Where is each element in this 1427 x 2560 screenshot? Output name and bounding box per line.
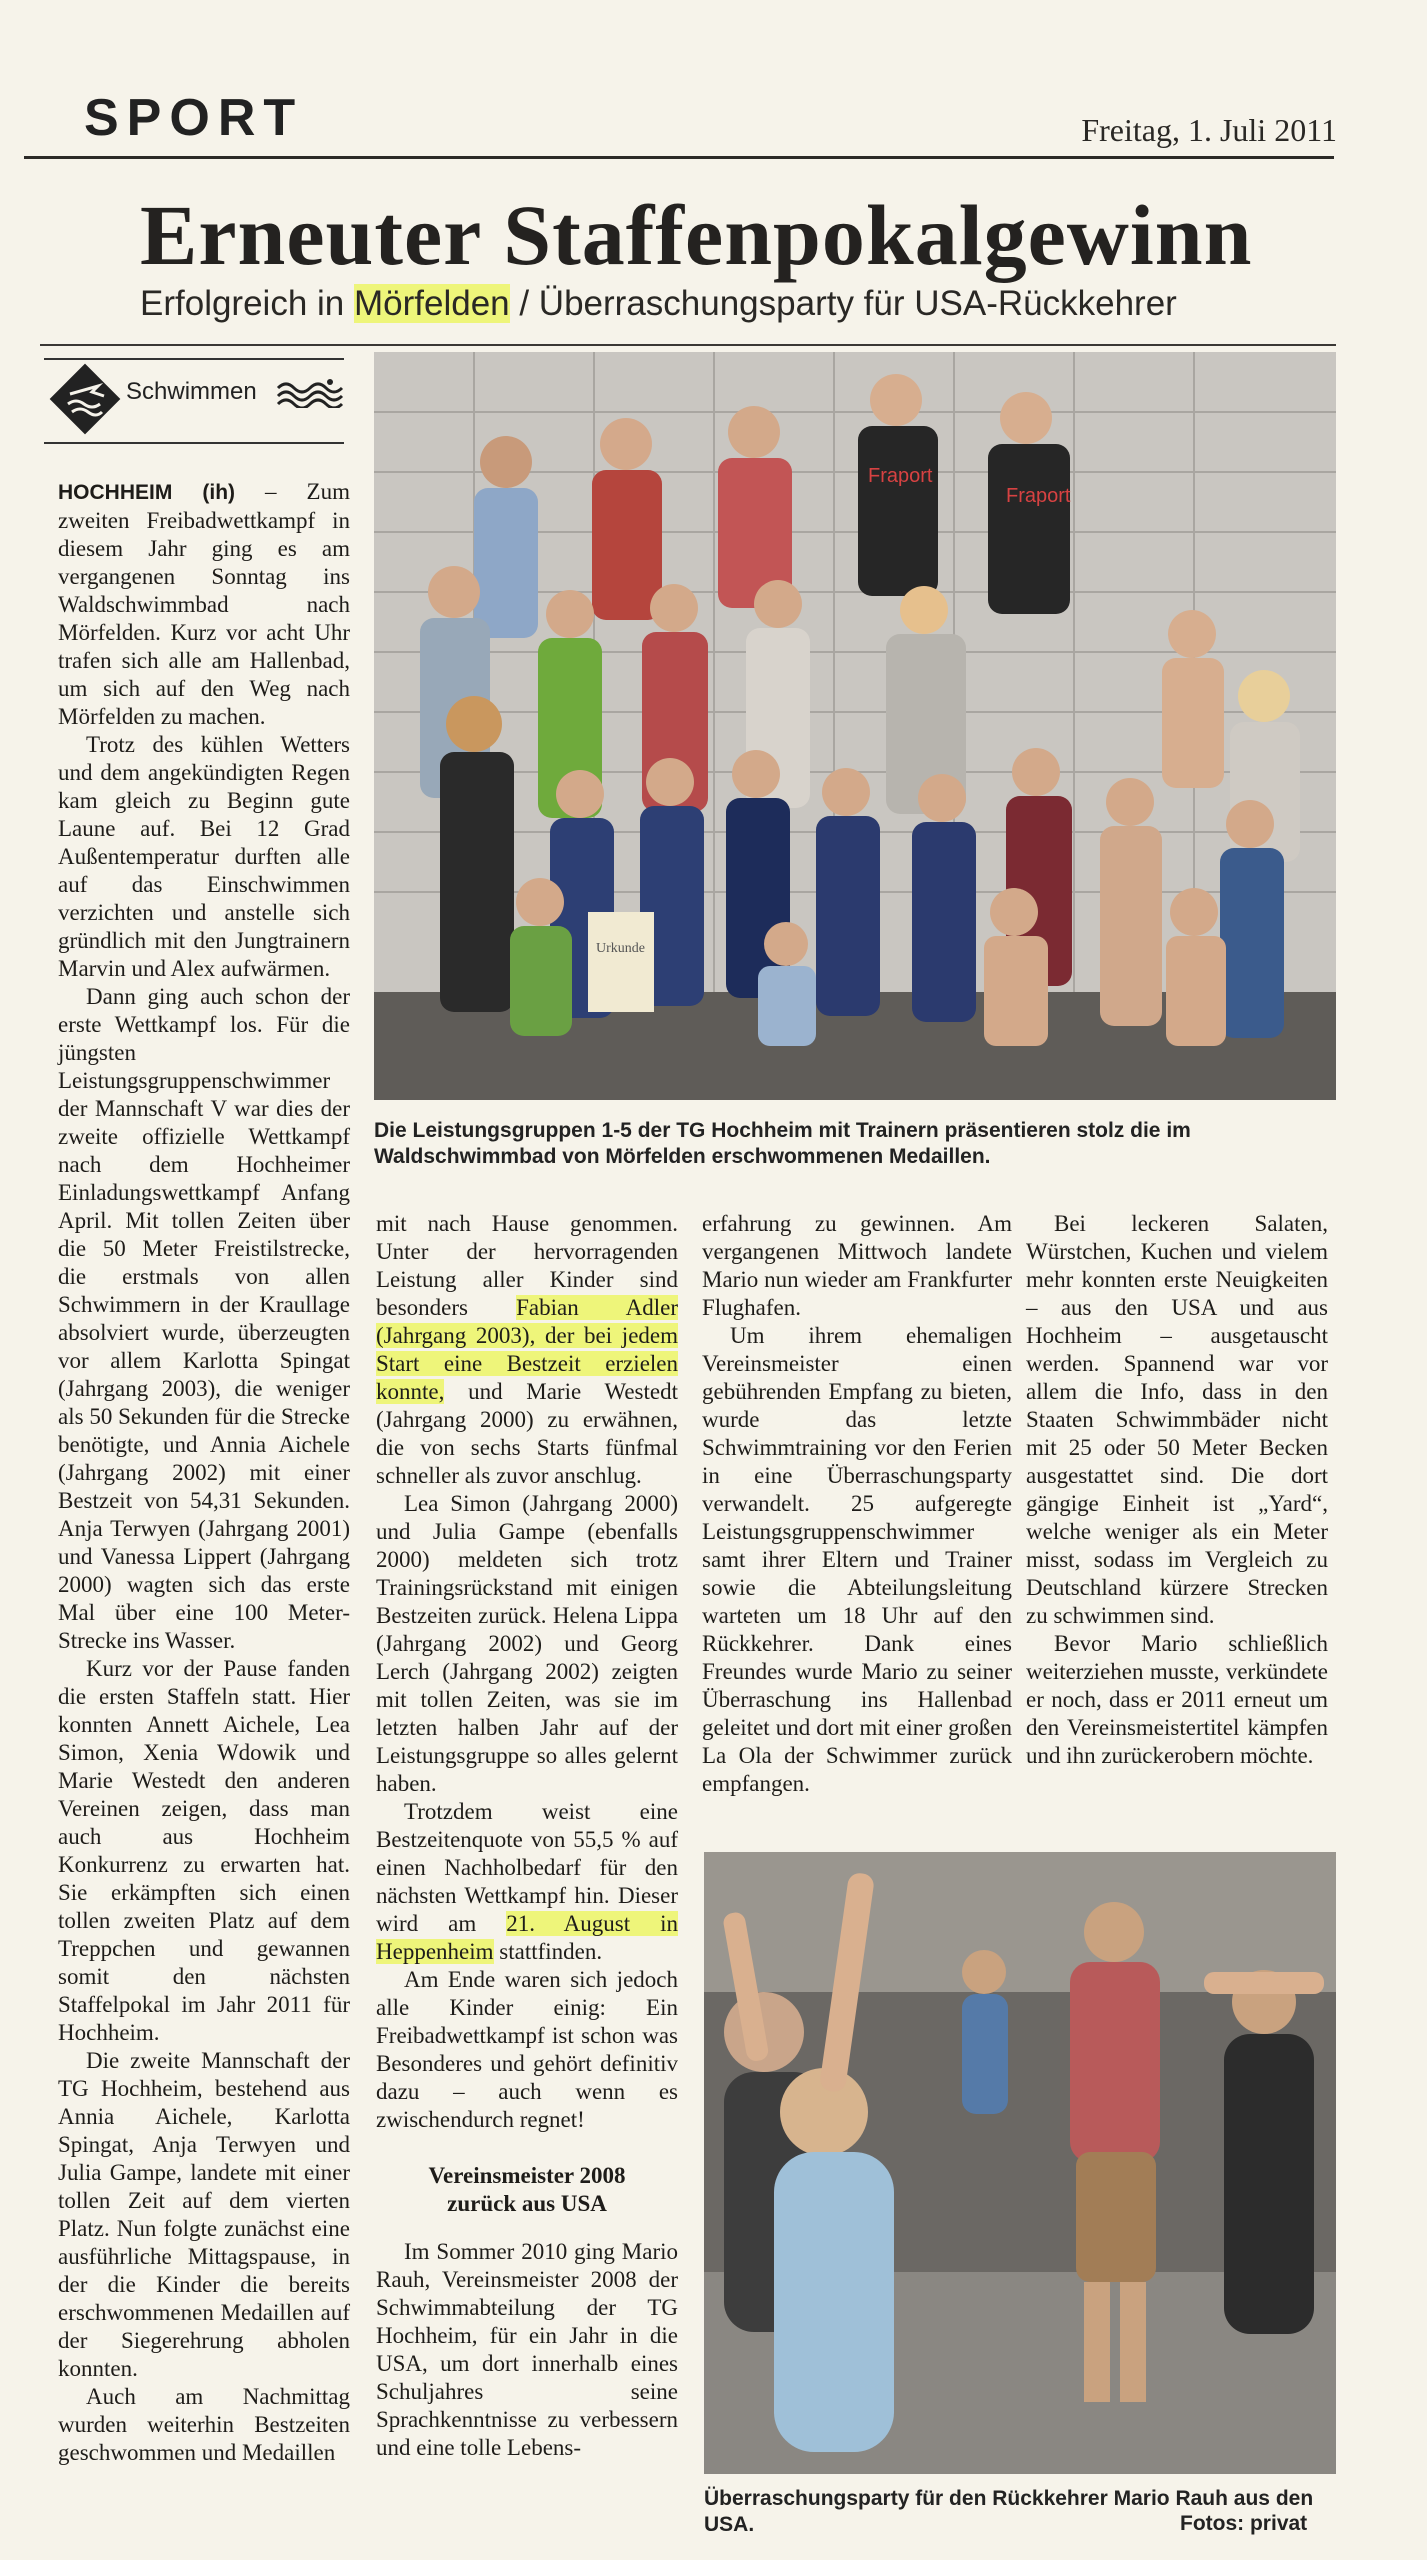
paragraph: Die zweite Mannschaft der TG Hochheim, bestehend aus Annia Aichele, Karlotta Spingat, Anja Terwyen und Julia Gampe, landete mit einer tollen Zeit auf dem vierten Platz. Nun folgte zunächst eine ausführliche Mittagspause, in der die Kinder die bereits erschwommenen Medaillen auf der Siegerehrung abholen konnten. bbox=[58, 2048, 350, 2381]
paragraph: Auch am Nachmittag wurden weiterhin Bestzeiten geschwommen und Medaillen bbox=[58, 2384, 350, 2465]
subsection-heading bbox=[376, 2162, 678, 2218]
text: und Marie Westedt (Jahrgang 2000) zu erwähnen, die von sechs Starts fünfmal schneller als zuvor anschlug. bbox=[376, 1379, 678, 1488]
swimming-club-logo-icon bbox=[48, 362, 122, 436]
paragraph: Im Sommer 2010 ging Mario Rauh, Vereinsmeister 2008 der Schwimmabteilung der TG Hochheim, für ein Jahr in die USA, um dort innerhalb eines Schuljahres seine Sprachkenntnisse zu verbessern und eine tolle Lebens- bbox=[376, 2239, 678, 2460]
subhead-part-2: / Überraschungsparty für USA-Rückkehrer bbox=[509, 284, 1177, 323]
section-title: SPORT bbox=[84, 89, 304, 147]
paragraph: Bei leckeren Salaten, Würstchen, Kuchen und vielem mehr konnten erste Neuigkeiten – aus den USA und aus Hochheim – ausgetauscht werden. Spannend war vor allem die Info, dass in den Staaten Schwimmbäder nicht mit 25 oder 50 Meter Becken ausgestattet sind. Die dort gängige Einheit ist „Yard“, welche weniger als ein Meter misst, sodass im Vergleich zu Deutschland kürzere Strecken zu schwimmen sind. bbox=[1026, 1211, 1328, 1628]
subhead-part-1: Erfolgreich in bbox=[140, 284, 354, 323]
paragraph: Kurz vor der Pause fanden die ersten Staffeln statt. Hier konnten Annett Aichele, Lea Simon, Xenia Wdowik und Marie Westedt den anderen Vereinen zeigen, dass man auch aus Hochheim Konkurrenz zu erwarten hat. Sie erkämpften sich einen tollen zweiten Platz auf dem Treppchen und gewannen somit den nächsten Staffelpokal im Jahr 2011 für Hochheim. bbox=[58, 1656, 350, 2045]
paragraph bbox=[376, 1210, 678, 1490]
highlighted-text: Fabian Adler (Jahrgang 2003), der bei jedem Start eine Bestzeit erzielen konnte, bbox=[376, 1295, 678, 1404]
paragraph: Lea Simon (Jahrgang 2000) und Julia Gampe (ebenfalls 2000) meldeten sich trotz Trainingsrückstand mit einigen Bestzeiten zurück. Helena Lippa (Jahrgang 2002) und Georg Lerch (Jahrgang 2002) zeigten mit tollen Zeiten, was sie im letzten halben Jahr auf der Leistungsgruppe so alles gelernt haben. bbox=[376, 1491, 678, 1796]
photo-credit: Fotos: privat bbox=[1180, 2512, 1308, 2535]
dateline: HOCHHEIM (ih) bbox=[58, 481, 236, 504]
party-photo bbox=[704, 1852, 1336, 2474]
text: Trotzdem weist eine Bestzeitenquote von 55,5 % auf einen Nachholbedarf für den nächsten Wettkampf hin. Dieser wird am bbox=[376, 1799, 678, 1936]
shirt-text: Fraport bbox=[868, 465, 933, 487]
subhead-highlight: Mörfelden bbox=[353, 284, 510, 323]
header-rule bbox=[24, 156, 1334, 159]
paragraph: Trotz des kühlen Wetters und dem angekündigten Regen kam gleich zu Beginn gute Laune auf. Bei 12 Grad Außentemperatur durften alle auf das Einschwimmen verzichten und anstelle sich gründlich mit den Jungtrainern Marvin und Alex aufwärmen. bbox=[58, 732, 350, 981]
article-column-2 bbox=[376, 1210, 678, 2462]
team-photo bbox=[374, 352, 1336, 1100]
text: mit nach Hause genommen. Unter der hervorragenden Leistung aller Kinder sind besonders bbox=[376, 1211, 678, 1320]
paragraph: Bevor Mario schließlich weiterziehen musste, verkündete er noch, dass er 2011 erneut um den Vereinsmeistertitel kämpfen und ihn zurückerobern möchte. bbox=[1026, 1631, 1328, 1768]
paragraph: Am Ende waren sich jedoch alle Kinder einig: Ein Freibadwettkampf ist schon was Besonderes und gehört definitiv dazu – auch wenn es zwischendurch regnet! bbox=[376, 1967, 678, 2132]
subsection-line-2: zurück aus USA bbox=[447, 2191, 607, 2216]
paragraph: Um ihrem ehemaligen Vereinsmeister einen gebührenden Empfang zu bieten, wurde das letzte Schwimmtraining vor den Ferien in eine Überraschungsparty verwandelt. 25 aufgeregte Leistungsgruppenschwimmer samt ihrer Eltern und Trainer sowie die Abteilungsleitung warteten um 18 Uhr auf den Rückkehrer. Dank eines Freundes wurde Mario zu seiner Überraschung ins Hallenbad geleitet und dort mit einer großen La Ola der Schwimmer zurück empfangen. bbox=[702, 1323, 1012, 1796]
subsection-line-1: Vereinsmeister 2008 bbox=[428, 2163, 626, 2188]
text: stattfinden. bbox=[493, 1939, 603, 1964]
highlighted-text: 21. August in Heppenheim bbox=[376, 1911, 678, 1964]
article-column-4 bbox=[1026, 1210, 1328, 1770]
subhead-rule bbox=[40, 344, 1336, 346]
issue-date: Freitag, 1. Juli 2011 bbox=[1081, 112, 1337, 148]
lead-text: – Zum zweiten Freibadwettkampf in diesem Jahr ging es am vergangenen Sonntag ins Waldschwimmbad nach Mörfelden. Kurz vor acht Uhr trafen sich alle am Hallenbad, um sich auf den Weg nach Mörfelden zu machen. bbox=[58, 479, 350, 729]
paragraph bbox=[58, 478, 350, 731]
article-column-3 bbox=[702, 1210, 1012, 1798]
paragraph bbox=[376, 1798, 678, 1966]
category-label: Schwimmen bbox=[126, 378, 257, 405]
subheadline bbox=[140, 284, 1177, 324]
party-photo-caption: Überraschungsparty für den Rückkehrer Mario Rauh aus den USA. bbox=[704, 2487, 1314, 2536]
team-photo-caption: Die Leistungsgruppen 1-5 der TG Hochheim mit Trainern präsentieren stolz die im Waldschwimmbad von Mörfelden erschwommenen Medaillen. bbox=[374, 1119, 1191, 1168]
waves-icon bbox=[276, 378, 346, 408]
shirt-text-2: Fraport bbox=[1006, 485, 1071, 507]
headline: Erneuter Staffenpokalgewinn bbox=[140, 187, 1253, 283]
paragraph: erfahrung zu gewinnen. Am vergangenen Mittwoch landete Mario nun wieder am Frankfurter Flughafen. bbox=[702, 1211, 1012, 1320]
article-column-1 bbox=[58, 478, 350, 2467]
paragraph: Dann ging auch schon der erste Wettkampf los. Für die jüngsten Leistungsgruppenschwimmer der Mannschaft V war dies der zweite offizielle Wettkampf nach dem Hochheimer Einladungswettkampf Anfang April. Mit tollen Zeiten über die 50 Meter Freistilstrecke, die erstmals von allen Schwimmern in der Kraullage absolviert wurde, überzeugten vor allem Karlotta Spingat (Jahrgang 2003), die weniger als 50 Sekunden für die Strecke benötigte, und Annia Aichele (Jahrgang 2002) mit einer Bestzeit von 54,31 Sekunden. Anja Terwyen (Jahrgang 2001) und Vanessa Lippert (Jahrgang 2000) wagten sich das erste Mal über eine 100 Meter-Strecke ins Wasser. bbox=[58, 984, 350, 1653]
certificate-text: Urkunde bbox=[596, 941, 645, 956]
